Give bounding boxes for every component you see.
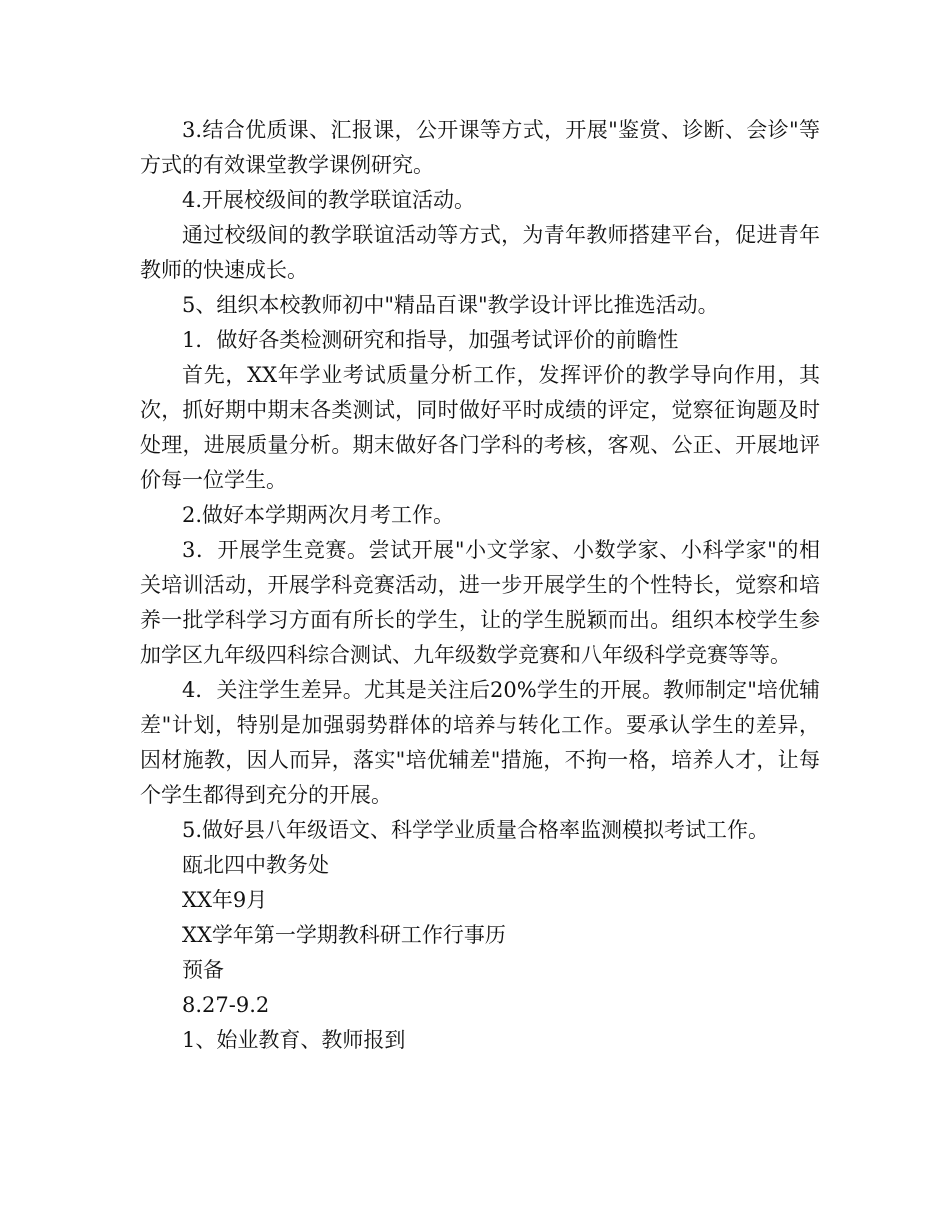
- paragraph-school-exchange-body: 通过校级间的教学联谊活动等方式，为青年教师搭建平台，促进青年教师的快速成长。: [140, 223, 820, 282]
- paragraph-lesson-design-contest: 5、组织本校教师初中"精品百课"教学设计评比推选活动。: [182, 293, 719, 317]
- paragraph-school-exchange-heading: 4.开展校级间的教学联谊活动。: [182, 188, 476, 212]
- paragraph-classroom-research: 3.结合优质课、汇报课，公开课等方式，开展"鉴赏、诊断、会诊"等方式的有效课堂教学课例研究。: [140, 118, 820, 177]
- calendar-item: 1、始业教育、教师报到: [182, 1028, 406, 1052]
- signature-date: XX年9月: [182, 888, 268, 912]
- paragraph-assessment-body: 首先，XX年学业考试质量分析工作，发挥评价的教学导向作用，其次，抓好期中期末各类测试，同时做好平时成绩的评定，觉察征询题及时处理，进展质量分析。期末做好各门学科的考核，客观、公正、开展地评价每一位学生。: [140, 363, 820, 492]
- paragraph-county-mock-exam: 5.做好县八年级语文、科学学业质量合格率监测模拟考试工作。: [182, 818, 770, 842]
- paragraph-assessment-heading: 1．做好各类检测研究和指导，加强考试评价的前瞻性: [182, 328, 679, 352]
- paragraph-student-competitions: 3．开展学生竞赛。尝试开展"小文学家、小数学家、小科学家"的相关培训活动，开展学科竞赛活动，进一步开展学生的个性特长，觉察和培养一批学科学习方面有所长的学生，让的学生脱颖而出。组织本校学生参加学区九年级四科综合测试、九年级数学竞赛和八年级科学竞赛等等。: [140, 538, 820, 667]
- calendar-period-label: 预备: [182, 958, 224, 982]
- document-page: [140, 113, 820, 1058]
- calendar-title: XX学年第一学期教科研工作行事历: [182, 923, 506, 947]
- paragraph-monthly-exams: 2.做好本学期两次月考工作。: [182, 503, 455, 527]
- calendar-dates: 8.27-9.2: [182, 993, 270, 1017]
- paragraph-student-differences: 4．关注学生差异。尤其是关注后20%学生的开展。教师制定"培优辅差"计划，特别是加强弱势群体的培养与转化工作。要承认学生的差异，因材施教，因人而异，落实"培优辅差"措施，不拘一格，培养人才，让每个学生都得到充分的开展。: [140, 678, 820, 807]
- signature-office: 瓯北四中教务处: [182, 853, 329, 877]
